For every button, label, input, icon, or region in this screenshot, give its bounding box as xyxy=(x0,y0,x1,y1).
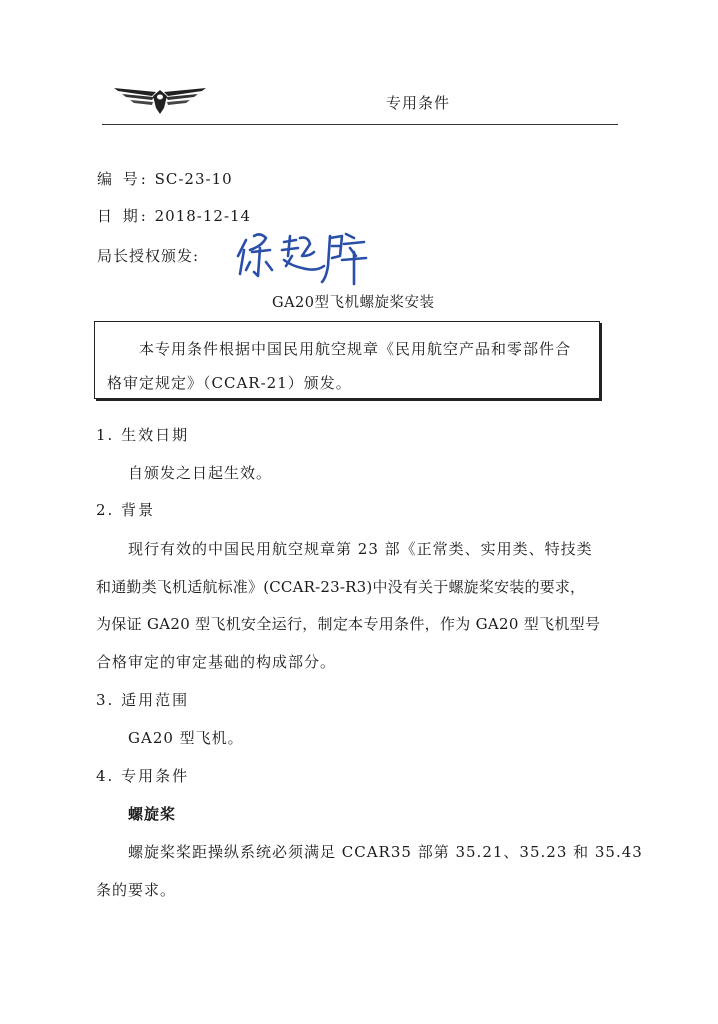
section-2-line-1: 现行有效的中国民用航空规章第 23 部《正常类、实用类、特技类 xyxy=(128,540,593,558)
notice-line-1: 本专用条件根据中国民用航空规章《民用航空产品和零部件合 xyxy=(139,340,572,358)
section-4-heading: 4. 专用条件 xyxy=(96,767,190,785)
section-2-heading: 2. 背景 xyxy=(96,501,156,519)
handwritten-signature xyxy=(232,226,372,288)
issuance-notice-box xyxy=(94,321,600,399)
doc-number-label: 编 号: xyxy=(97,170,149,188)
header-title: 专用条件 xyxy=(386,94,451,112)
notice-line-2: 格审定规定》（CCAR-21）颁发。 xyxy=(107,374,352,392)
section-2-line-2: 和通勤类飞机适航标准》(CCAR-23-R3)中没有关于螺旋桨安装的要求， xyxy=(96,578,586,596)
caac-wings-logo xyxy=(112,78,208,118)
section-3-line-1: GA20 型飞机。 xyxy=(128,729,244,747)
doc-date-value: 2018-12-14 xyxy=(154,207,252,225)
section-4-line-1: 螺旋桨桨距操纵系统必须满足 CCAR35 部第 35.21、35.23 和 35.43 xyxy=(128,843,643,861)
document-title: GA20型飞机螺旋桨安装 xyxy=(272,295,435,311)
section-3-heading: 3. 适用范围 xyxy=(96,691,190,709)
section-1-heading: 1. 生效日期 xyxy=(96,426,190,444)
section-4-subheading: 螺旋桨 xyxy=(128,805,177,823)
section-4-line-2: 条的要求。 xyxy=(96,881,177,899)
section-1-line-1: 自颁发之日起生效。 xyxy=(128,464,273,482)
doc-date-label: 日 期: xyxy=(97,207,149,225)
doc-number-value: SC-23-10 xyxy=(154,170,233,188)
header-divider xyxy=(102,124,618,125)
section-2-line-4: 合格审定的审定基础的构成部分。 xyxy=(96,653,337,671)
doc-number-row xyxy=(97,168,233,189)
doc-date-row xyxy=(97,205,251,226)
section-2-line-3: 为保证 GA20 型飞机安全运行，制定本专用条件，作为 GA20 型飞机型号 xyxy=(96,615,601,633)
issuer-label: 局长授权颁发: xyxy=(97,247,200,265)
